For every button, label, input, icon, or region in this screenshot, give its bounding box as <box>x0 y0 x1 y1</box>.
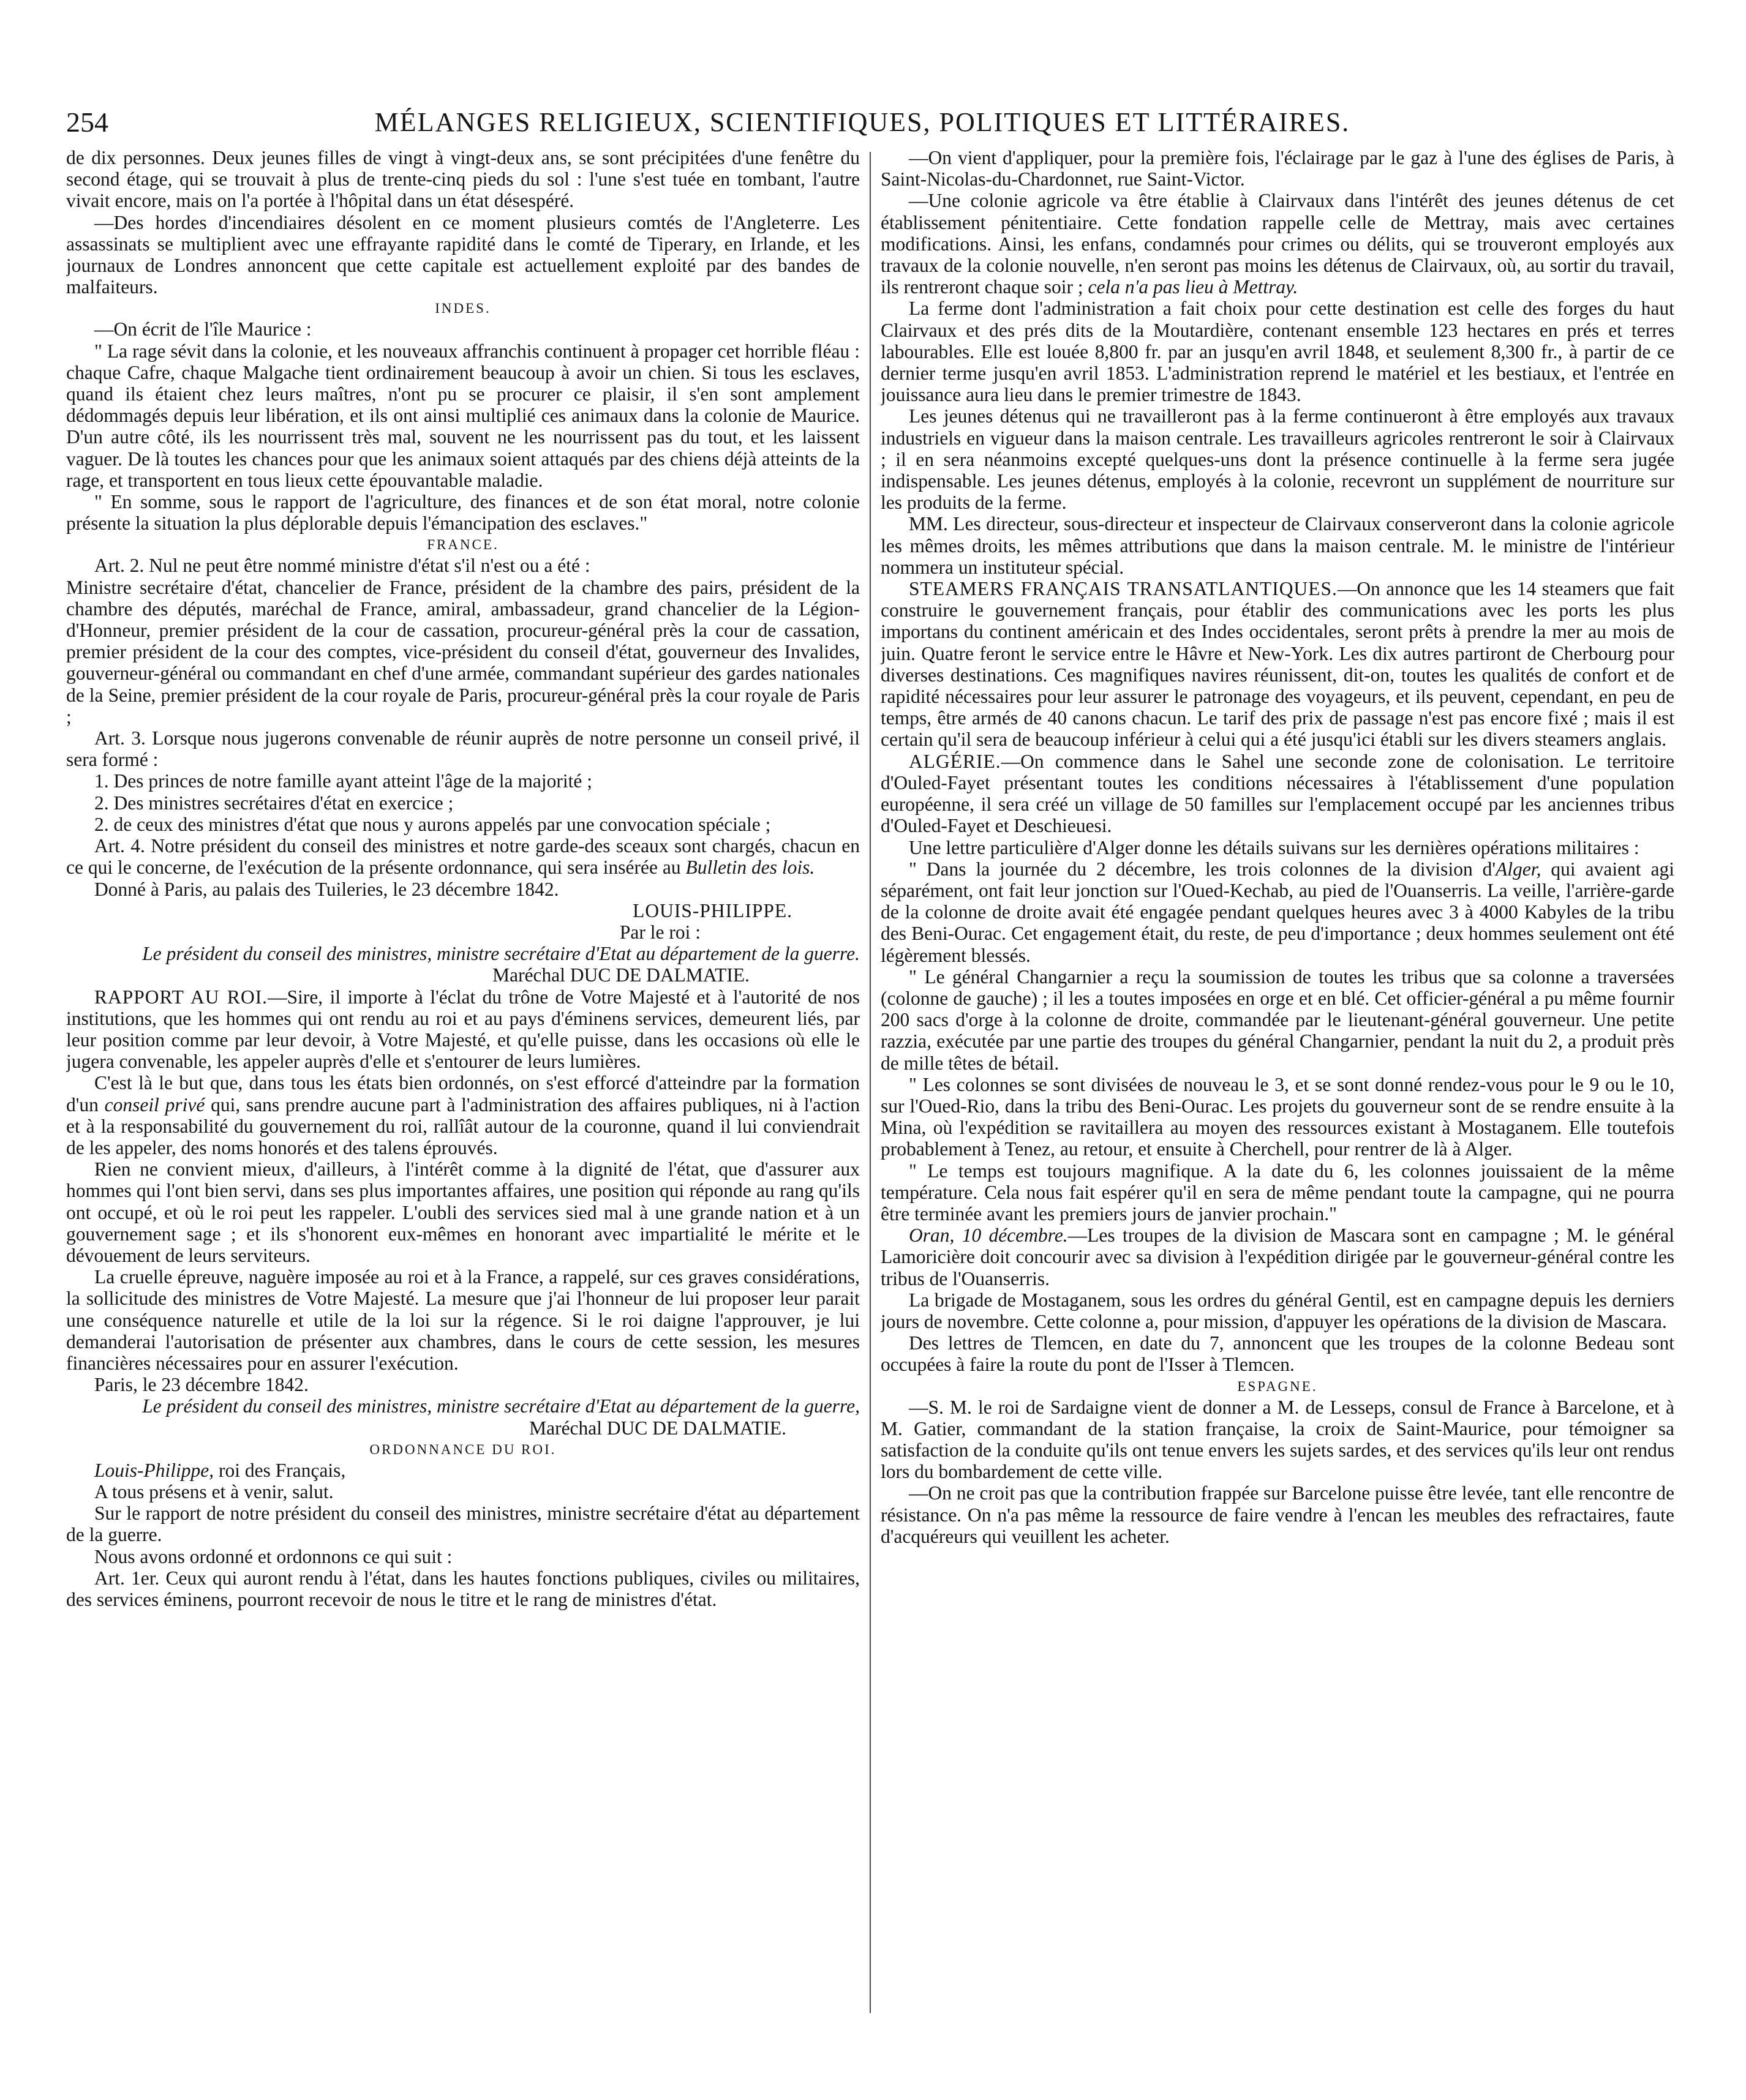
paragraph: Les jeunes détenus qui ne travailleront pas à la ferme continueront à être employés aux travaux industriels en vigueur dans la maison centrale. Les travailleurs agricoles rentreront le soir à Clairvaux ; il en sera néanmoins excepté quelques-uns dont la présence continuelle à la ferme sera jugée indispensable. Les jeunes détenus, employés à la colonie, recevront un supplément de nourriture sur les produits de la ferme. <box>881 405 1674 514</box>
list-item: 2. Des ministres secrétaires d'état en exercice ; <box>94 792 454 814</box>
italic-run: Alger, <box>1496 858 1541 880</box>
paragraph: Des lettres de Tlemcen, en date du 7, annoncent que les troupes de la colonne Bedeau sont occupées à faire la route du pont de l'Isser à Tlemcen. <box>881 1332 1674 1376</box>
paragraph: —On ne croit pas que la contribution frappée sur Barcelone puisse être levée, tant elle rencontre de résistance. On n'a pas même la ressource de faire vendre à l'encan les meubles des refractaires, faute d'acquéreurs qui veuillent les acheter. <box>881 1482 1674 1547</box>
paragraph-heading: ALGÉRIE. <box>909 750 1001 772</box>
paragraph <box>881 578 1674 751</box>
paragraph: —On écrit de l'île Maurice : <box>94 318 312 340</box>
paragraph: " Le temps est toujours magnifique. A la date du 6, les colonnes jouissaient de la même température. Cela nous fait espérer qu'il en sera de même pendant toute la campagne, qui ne pourra être terminée avant les premiers jours de janvier prochain." <box>881 1160 1674 1224</box>
paragraph: Nous avons ordonné et ordonnons ce qui suit : <box>94 1545 453 1567</box>
text-run: qui avaient agi séparément, ont fait leur jonction sur l'Oued-Kechab, au pied de l'Ouanserris. La veille, l'arrière-garde de la colonne de droite avait été engagée pendant quelques heures avec 3 à 4000 Kabyles de la tribu des Beni-Ourac. Cet engagement était, du reste, de peu d'importance ; deux hommes seulement ont été légèrement blessés. <box>881 858 1674 966</box>
text-run: —Sire, il importe à l'éclat du trône de Votre Majesté et à l'autorité de nos institutions, que les hommes qui ont rendu au roi et au pays d'éminens services, demeurent liés, par leur position comme par leur devoir, à Votre Majesté, et qu'elle puisse, dans les occasions où elle le jugera convenable, les appeler auprès d'elle et s'entourer de leurs lumières. <box>66 986 860 1073</box>
list-item: 2. de ceux des ministres d'état que nous y aurons appelés par une convocation spéciale ; <box>94 813 771 835</box>
paragraph: de dix personnes. Deux jeunes filles de vingt à vingt-deux ans, se sont précipitées d'une fenêtre du second étage, qui se trouvait à plus de trente-cinq pieds du sol : l'une s'est tuée en tombant, l'autre vivait encore, mais on l'a portée à l'hôpital dans un état désespéré. <box>66 147 860 212</box>
text-run: " Dans la journée du 2 décembre, les trois colonnes de la division d' <box>909 858 1496 880</box>
text-run: Art. 4. Notre président du conseil des ministres et notre garde-des sceaux sont chargés, chacun en ce qui le concerne, de l'exécution de la présente ordonnance, qui sera insérée au <box>66 835 860 879</box>
signature-by-king: Par le roi : <box>619 921 701 943</box>
paragraph: " Le général Changarnier a reçu la soumission de toutes les tribus que sa colonne a traversées (colonne de gauche) ; il les a toutes imposées en orge et en blé. Cet officier-général a pu même fournir 200 sacs d'orge à la colonne de droite, commandée par le lieutenant-général gouverneur. Une petite razzia, exécutée par une partie des troupes du général Changarnier, pendant la nuit du 2, a produit près de mille têtes de bétail. <box>881 966 1674 1074</box>
paragraph-heading: STEAMERS FRANÇAIS TRANSATLANTIQUES. <box>909 578 1338 600</box>
signature-title: Le président du conseil des ministres, ministre secrétaire d'Etat au département de la guerre. <box>142 943 860 965</box>
text-run: —On commence dans le Sahel une seconde zone de colonisation. Le territoire d'Ouled-Fayet présentant toutes les conditions nécessaires à l'établissement d'une population européenne, il sera créé un village de 50 familles sur l'emplacement occupé par les anciennes tribus d'Ouled-Fayet et Deschieuesi. <box>881 750 1674 837</box>
paragraph: Donné à Paris, au palais des Tuileries, le 23 décembre 1842. <box>94 878 559 900</box>
paragraph: " En somme, sous le rapport de l'agriculture, des finances et de son état moral, notre colonie présente la situation la plus déplorable depuis l'émancipation des esclaves." <box>66 491 860 534</box>
paragraph: " La rage sévit dans la colonie, et les nouveaux affranchis continuent à propager cet horrible fléau : chaque Cafre, chaque Malgache tient ordinairement beaucoup à avoir un chien. Si tous les esclaves, quand ils étaient chez leurs maîtres, n'ont pu se procurer ce plaisir, il s'en sont amplement dédommagés depuis leur libération, et ils ont ainsi multiplié ces animaux dans la colonie de Maurice. D'un autre côté, ils les nourrissent très mal, souvent ne les nourrissent pas du tout, et les laissent vaguer. De là toutes les chances pour que les animaux soient attaqués par des chiens déjà atteints de la rage, et transportent en tous lieux cette épouvantable maladie. <box>66 340 860 491</box>
section-heading-france: FRANCE. <box>427 537 499 553</box>
section-heading-ordonnance: ORDONNANCE DU ROI. <box>369 1441 557 1457</box>
paragraph <box>881 1224 1674 1289</box>
paragraph: " Les colonnes se sont divisées de nouveau le 3, et se sont donné rendez-vous pour le 9 ou le 10, sur l'Oued-Rio, dans la tribu des Beni-Ourac. Les projets du gouverneur sont de se rendre ensuite à la Mina, où l'expédition se ravitaillera au moyen des ressources existant à Mostaganem. Elle toutefois probablement à Tenez, au retour, et ensuite à Cherchell, pour rentrer de là à Alger. <box>881 1073 1674 1160</box>
paragraph: Sur le rapport de notre président du conseil des ministres, ministre secrétaire d'état au département de la guerre. <box>66 1502 860 1546</box>
paragraph: Rien ne convient mieux, d'ailleurs, à l'intérêt comme à la dignité de l'état, que d'assurer aux hommes qui l'ont bien servi, dans ses plus importantes affaires, une position qui réponde au rang qu'ils ont occupé, et où le roi peut les rappeler. L'oubli des services sied mal à une grande nation et à un gouvernement sage ; et ils s'honorent eux-mêmes en honorant avec impartialité le mérite et le dévouement de leurs serviteurs. <box>66 1158 860 1266</box>
text-run: —On annonce que les 14 steamers que fait construire le gouvernement français, pour établir des communications avec les ports les plus importans du continent américain et des Indes occidentales, seront prêts à prendre la mer au mois de juin. Quatre feront le service entre le Hâvre et New-York. Les dix autres partiront de Cherbourg pour diverses destinations. Ces magnifiques navires réunissent, dit-on, toutes les qualités de confort et de rapidité nécessaires pour leur assurer le patronage des voyageurs, et ils peuvent, cependant, en peu de temps, être armés de 40 canons chacun. Le tarif des prix de passage n'est pas encore fixé ; mais il est certain qu'il sera de beaucoup inférieur à celui qui a été jusqu'ici établi sur les divers steamers anglais. <box>881 578 1674 751</box>
running-title: MÉLANGES RELIGIEUX, SCIENTIFIQUES, POLITIQUES ET LITTÉRAIRES. <box>374 107 1350 137</box>
paragraph: —Des hordes d'incendiaires désolent en ce moment plusieurs comtés de l'Angleterre. Les assassinats se multiplient avec une effrayante rapidité dans le comté de Tiperary, en Irlande, et les journaux de Londres annoncent que cette capitale est actuellement exploité par des bandes de malfaiteurs. <box>66 211 860 298</box>
paragraph: A tous présens et à venir, salut. <box>94 1480 334 1502</box>
paragraph <box>66 835 860 878</box>
right-column <box>881 147 1674 2020</box>
italic-run: Louis-Philippe, <box>94 1459 214 1481</box>
text-run: qui, sans prendre aucune part à l'administration des affaires publiques, ni à l'action et à la responsabilité du gouvernement du roi, rallîât autour de la couronne, quand il lui conviendrait de les appeler, des noms honorés et des talens éprouvés. <box>66 1093 860 1158</box>
paragraph: Paris, le 23 décembre 1842. <box>94 1374 309 1396</box>
signature-title: Le président du conseil des ministres, ministre secrétaire d'Etat au département de la guerre, <box>142 1395 860 1417</box>
column-divider <box>870 152 871 2013</box>
paragraph: La brigade de Mostaganem, sous les ordres du général Gentil, est en campagne depuis les derniers jours de novembre. Cette colonne a, pour mission, d'appuyer les opérations de la division de Mascara. <box>881 1289 1674 1332</box>
paragraph <box>881 190 1674 298</box>
paragraph: —S. M. le roi de Sardaigne vient de donner a M. de Lesseps, consul de France à Barcelone, et à M. Gatier, commandant de la station française, la croix de Saint-Maurice, pour témoigner sa satisfaction de la conduite qu'ils ont tenue envers les sujets sardes, et des services qu'ils leur ont rendus lors du bombardement de cette ville. <box>881 1396 1674 1483</box>
paragraph: Art. 3. Lorsque nous jugerons convenable de réunir auprès de notre personne un conseil privé, il sera formé : <box>66 727 860 771</box>
page-number: 254 <box>66 107 108 138</box>
text-run: —Les troupes de la division de Mascara sont en campagne ; M. le général Lamoricière doit concourir avec sa division à l'expédition dirigée par le gouverneur-général contre les tribus de l'Ouanserris. <box>881 1224 1674 1289</box>
paragraph: Une lettre particulière d'Alger donne les détails suivans sur les dernières opérations militaires : <box>909 836 1639 858</box>
signature-marshal: Maréchal DUC DE DALMATIE. <box>492 964 750 986</box>
paragraph <box>66 986 860 1073</box>
paragraph: La cruelle épreuve, naguère imposée au roi et à la France, a rappelé, sur ces graves considérations, la sollicitude des ministres de Votre Majesté. La mesure que j'ai l'honneur de lui proposer leur parait une conséquence naturelle et utile de la loi sur la régence. Si le roi daigne l'approuver, je lui demanderai l'autorisation de présenter aux chambres, dans le cours de cette session, les mesures financières nécessaires pour en assurer l'exécution. <box>66 1266 860 1374</box>
paragraph: Art. 1er. Ceux qui auront rendu à l'état, dans les hautes fonctions publiques, civiles ou militaires, des services éminens, pourront recevoir de nous le titre et le rang de ministres d'état. <box>66 1567 860 1610</box>
paragraph-heading: RAPPORT AU ROI. <box>94 986 268 1008</box>
text-run: roi des Français, <box>219 1459 346 1481</box>
paragraph: MM. Les directeur, sous-directeur et inspecteur de Clairvaux conserveront dans la colonie agricole les mêmes droits, les mêmes attributions que dans la maison centrale. M. le ministre de l'intérieur nommera un instituteur spécial. <box>881 513 1674 578</box>
paragraph: —On vient d'appliquer, pour la première fois, l'éclairage par le gaz à l'une des églises de Paris, à Saint-Nicolas-du-Chardonnet, rue Saint-Victor. <box>881 147 1674 190</box>
italic-run: conseil privé <box>104 1093 205 1116</box>
paragraph: Art. 2. Nul ne peut être nommé ministre d'état s'il n'est ou a été : <box>94 555 590 577</box>
left-column <box>66 147 860 2020</box>
italic-run: cela n'a pas lieu à Mettray. <box>1088 276 1298 298</box>
italic-run: Oran, 10 décembre. <box>909 1224 1068 1247</box>
paragraph <box>881 858 1674 966</box>
paragraph <box>66 1460 860 1481</box>
paragraph: La ferme dont l'administration a fait choix pour cette destination est celle des forges du haut Clairvaux et des prés dits de la Moutardière, contenant ensemble 123 hectares en prés et terres labourables. Elle est louée 8,800 fr. par an jusqu'en avril 1848, et seulement 8,300 fr., à partir de ce dernier terme jusqu'en avril 1853. L'administration reprend le matériel et les bestiaux, et l'entrée en jouissance aura lieu dans le premier trimestre de 1843. <box>881 298 1674 406</box>
paragraph <box>66 1072 860 1158</box>
list-item: 1. Des princes de notre famille ayant atteint l'âge de la majorité ; <box>94 770 592 792</box>
italic-run: Bulletin des lois. <box>685 857 815 879</box>
signature-king: LOUIS-PHILIPPE. <box>633 899 792 921</box>
signature-marshal: Maréchal DUC DE DALMATIE. <box>529 1417 786 1439</box>
section-heading-indes: INDES. <box>435 301 491 317</box>
paragraph <box>881 751 1674 837</box>
page-header <box>66 103 1658 142</box>
text-run: —Une colonie agricole va être établie à Clairvaux dans l'intérêt des jeunes détenus de cet établissement pénitentiaire. Cette fondation rappelle celle de Mettray, mais avec certaines modifications. Ainsi, les enfans, condamnés pour crimes ou délits, qui se trouveront employés aux travaux de la colonie nouvelle, n'en seront pas moins les détenus de Clairvaux, où, au sortir du travail, ils rentreront chaque soir ; <box>881 190 1674 298</box>
text-run: C'est là le but que, dans tous les états bien ordonnés, on s'est efforcé d'atteindre par la formation d'un <box>66 1072 860 1116</box>
paragraph: Ministre secrétaire d'état, chancelier de France, président de la chambre des pairs, président de la chambre des députés, maréchal de France, amiral, ambassadeur, grand chancelier de la Légion-d'Honneur, premier président de la cour de cassation, procureur-général près la cour de cassation, premier président de la cour des comptes, vice-président du conseil d'état, gouverneur des Invalides, gouverneur-général ou commandant en chef d'une armée, commandant supérieur des gardes nationales de la Seine, premier président de la cour royale de Paris, procureur-général près la cour royale de Paris ; <box>66 576 860 727</box>
section-heading-espagne: ESPAGNE. <box>1237 1378 1318 1394</box>
